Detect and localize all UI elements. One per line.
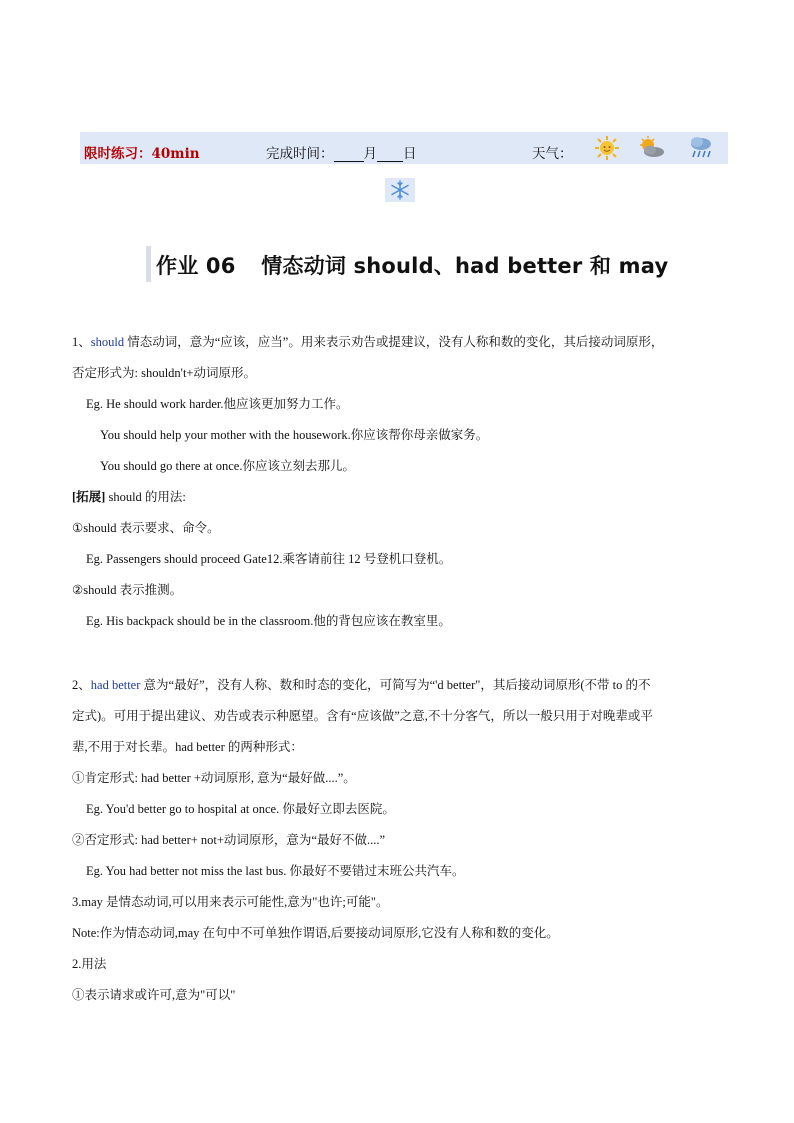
s1-term: should (90, 335, 125, 349)
title-text: 情态动词 should、had better 和 may (261, 254, 669, 278)
s3-usage-1: ①表示请求或许可,意为"可以" (72, 988, 236, 1002)
s3-line1: 3.may 是情态动词,可以用来表示可能性,意为"也许;可能"。 (72, 895, 389, 909)
day-blank (377, 149, 403, 162)
s1-line2: 否定形式为: shouldn't+动词原形。 (72, 366, 256, 380)
s1-example-1: Eg. He should work harder.他应该更加努力工作。 (86, 397, 349, 411)
s2-line3: 辈,不用于对长辈。had better 的两种形式： (72, 740, 303, 754)
s1-usage-2: ②should 表示推测。 (72, 583, 183, 597)
s2-form-2-example: Eg. You had better not miss the last bus. 你最好不要错过末班公共汽车。 (86, 864, 465, 878)
s3-usage-heading: 2.用法 (72, 957, 107, 971)
s1-line1 (72, 334, 663, 350)
month-label: 月 (363, 146, 377, 162)
s3-note: Note:作为情态动词,may 在句中不可单独作谓语,后要接动词原形,它没有人称和数的变化。 (72, 926, 559, 940)
s1-extension (72, 489, 186, 505)
s2-form-2: ②否定形式: had better+ not+动词原形，意为“最好不做....” (72, 833, 386, 847)
s2-form-1-example: Eg. You'd better go to hospital at once. 你最好立即去医院。 (86, 802, 395, 816)
s1-usage-1-example: Eg. Passengers should proceed Gate12.乘客请前往 12 号登机口登机。 (86, 552, 452, 566)
s2-definition: 意为“最好”，没有人称、数和时态的变化，可简写为“'d better"，其后接动词原形(不带 to 的不 (140, 678, 651, 692)
completion-label: 完成时间： (266, 146, 334, 162)
snowflake-icon (385, 178, 415, 202)
s1-usage-2-example: Eg. His backpack should be in the classroom.他的背包应该在教室里。 (86, 614, 451, 628)
month-blank (334, 149, 364, 162)
s2-line1 (72, 677, 651, 693)
s2-term: had better (90, 678, 141, 692)
s1-usage-1: ①should 表示要求、命令。 (72, 521, 220, 535)
completion-time-field (266, 146, 417, 162)
s1-example-3: You should go there at once.你应该立刻去那儿。 (100, 459, 355, 473)
s2-line2: 定式)。可用于提出建议、劝告或表示种愿望。含有“应该做”之意,不十分客气，所以一般只用于对晚辈或平 (72, 709, 653, 723)
s1-definition: 情态动词，意为“应该，应当”。用来表示劝告或提建议，没有人称和数的变化，其后接动词原形， (124, 335, 664, 349)
extension-label: [拓展] (72, 490, 106, 504)
s2-number: 2、 (72, 678, 91, 692)
s1-example-2: You should help your mother with the housework.你应该帮你母亲做家务。 (100, 428, 489, 442)
sunny-icon (592, 132, 622, 164)
page-title (156, 250, 668, 280)
extension-text: should 的用法: (105, 490, 186, 504)
partly-cloudy-icon (636, 132, 666, 164)
weather-label: 天气： (532, 146, 573, 162)
day-label: 日 (403, 146, 417, 162)
title-accent-bar (146, 246, 151, 282)
rain-icon (686, 132, 716, 164)
s1-number: 1、 (72, 335, 91, 349)
title-prefix: 作业 06 (156, 254, 236, 278)
time-limit-label: 限时练习：40min (84, 146, 200, 162)
s2-form-1: ①肯定形式: had better +动词原形, 意为“最好做....”。 (72, 771, 356, 785)
